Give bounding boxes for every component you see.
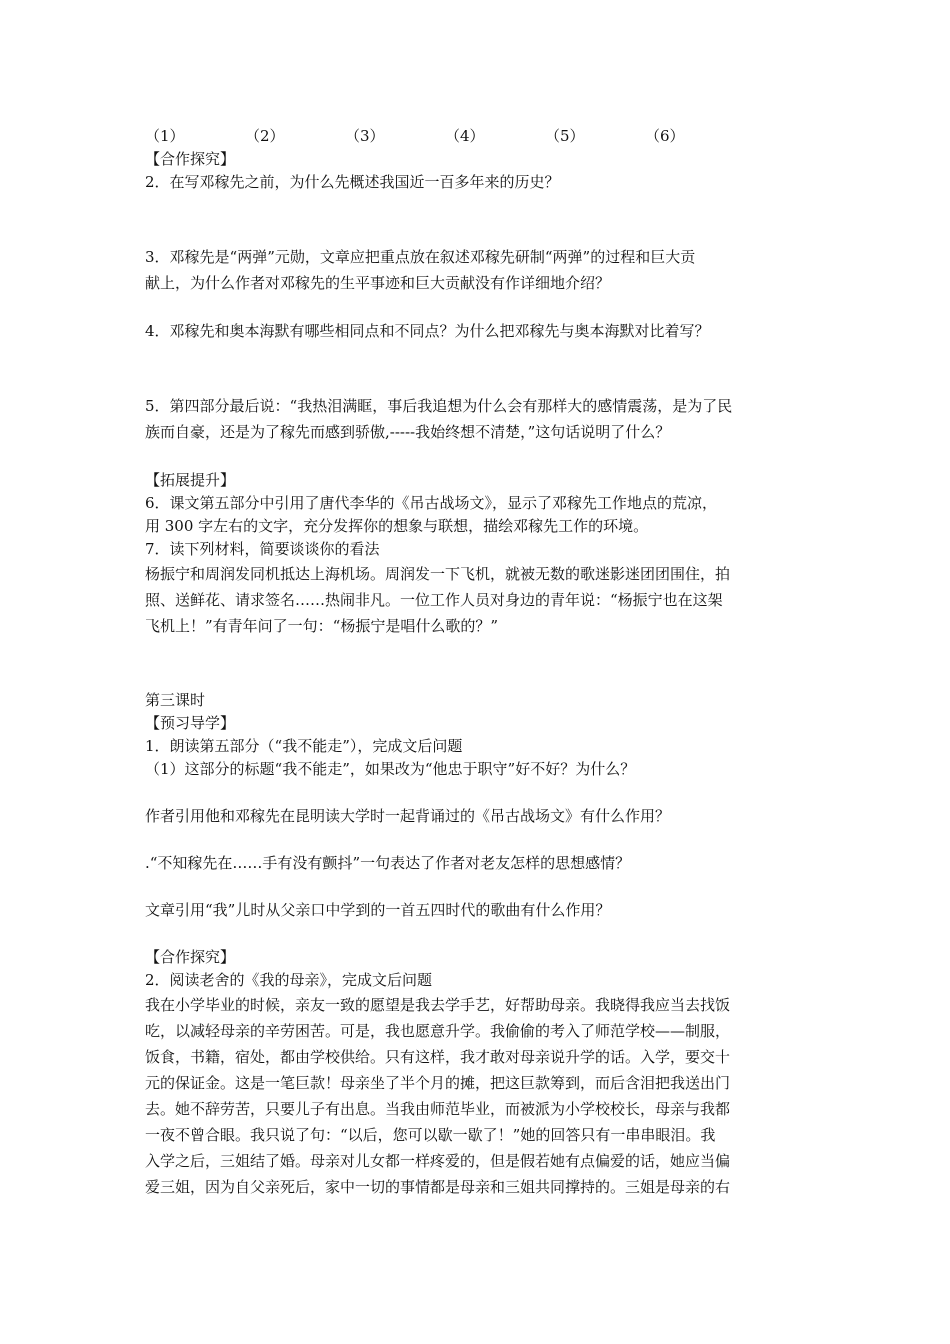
document-body (145, 125, 810, 1200)
question-4: 4．邓稼先和奥本海默有哪些相同点和不同点？为什么把邓稼先与奥本海默对比着写？ (145, 322, 710, 340)
question-5-line: 族而自豪，还是为了稼先而感到骄傲,-----我始终想不清楚，”这句话说明了什么？ (145, 423, 671, 441)
cooperate-question-2: 2．阅读老舍的《我的母亲》，完成文后问题 (145, 971, 433, 989)
passage-line: 爱三姐，因为自父亲死后，家中一切的事情都是母亲和三姐共同撑持的。三姐是母亲的右 (145, 1178, 731, 1196)
passage-line: 饭食，书籍，宿处，都由学校供给。只有这样，我才敢对母亲说升学的话。入学，要交十 (145, 1048, 731, 1066)
section-heading-preview: 【预习导学】 (145, 714, 236, 732)
material-line: 照、送鲜花、请求签名……热闹非凡。一位工作人员对身边的青年说：“杨振宁也在这架 (145, 591, 723, 609)
section-heading-extend: 【拓展提升】 (145, 471, 236, 489)
answer-number: （3） (345, 127, 385, 145)
preview-subquestion: 作者引用他和邓稼先在昆明读大学时一起背诵过的《吊古战场文》有什么作用？ (145, 807, 671, 825)
answer-number: （5） (545, 127, 585, 145)
preview-subquestion: .“不知稼先在……手有没有颤抖”一句表达了作者对老友怎样的思想感情？ (145, 854, 631, 872)
preview-question-1: 1．朗读第五部分（“我不能走”），完成文后问题 (145, 737, 463, 755)
question-3-line: 3．邓稼先是“两弹”元勋，文章应把重点放在叙述邓稼先研制“两弹”的过程和巨大贡 (145, 248, 696, 266)
material-line: 飞机上！”有青年问了一句：“杨振宁是唱什么歌的？” (145, 617, 499, 635)
answer-number-row (145, 125, 810, 148)
passage-line: 一夜不曾合眼。我只说了句：“以后，您可以歇一歇了！”她的回答只有一串串眼泪。我 (145, 1126, 716, 1144)
answer-number: （6） (645, 127, 685, 145)
question-6-line: 6．课文第五部分中引用了唐代李华的《吊古战场文》，显示了邓稼先工作地点的荒凉， (145, 494, 718, 512)
question-3-line: 献上，为什么作者对邓稼先的生平事迹和巨大贡献没有作详细地介绍？ (145, 274, 611, 292)
passage-line: 我在小学毕业的时候，亲友一致的愿望是我去学手艺，好帮助母亲。我晓得我应当去找饭 (145, 996, 731, 1014)
passage-line: 元的保证金。这是一笔巨款！母亲坐了半个月的摊，把这巨款筹到，而后含泪把我送出门 (145, 1074, 731, 1092)
lesson-title: 第三课时 (145, 691, 206, 709)
question-6-line: 用 300 字左右的文字，充分发挥你的想象与联想，描绘邓稼先工作的环境。 (145, 517, 649, 535)
reading-passage (145, 992, 810, 1200)
question-7: 7．读下列材料，简要谈谈你的看法 (145, 540, 380, 558)
passage-line: 入学之后，三姐结了婚。母亲对儿女都一样疼爱的，但是假若她有点偏爱的话，她应当偏 (145, 1152, 731, 1170)
section-heading-cooperate: 【合作探究】 (145, 150, 236, 168)
passage-line: 吃，以减轻母亲的辛劳困苦。可是，我也愿意升学。我偷偷的考入了师范学校——制服， (145, 1022, 731, 1040)
answer-number: （1） (145, 127, 185, 145)
material-line: 杨振宁和周润发同机抵达上海机场。周润发一下飞机，就被无数的歌迷影迷团团围住，拍 (145, 565, 731, 583)
passage-line: 去。她不辞劳苦，只要儿子有出息。当我由师范毕业，而被派为小学校校长，母亲与我都 (145, 1100, 731, 1118)
question-5-line: 5．第四部分最后说：“我热泪满眶，事后我追想为什么会有那样大的感情震荡，是为了民 (145, 397, 733, 415)
answer-number: （4） (445, 127, 485, 145)
material-paragraph (145, 561, 810, 639)
preview-subquestion: （1）这部分的标题“我不能走”，如果改为“他忠于职守”好不好？为什么？ (145, 760, 636, 778)
question-2: 2．在写邓稼先之前，为什么先概述我国近一百多年来的历史？ (145, 173, 560, 191)
preview-subquestion: 文章引用“我”儿时从父亲口中学到的一首五四时代的歌曲有什么作用？ (145, 901, 611, 919)
question-3 (145, 244, 810, 296)
answer-number: （2） (245, 127, 285, 145)
section-heading-cooperate-2: 【合作探究】 (145, 948, 236, 966)
question-5 (145, 393, 810, 445)
